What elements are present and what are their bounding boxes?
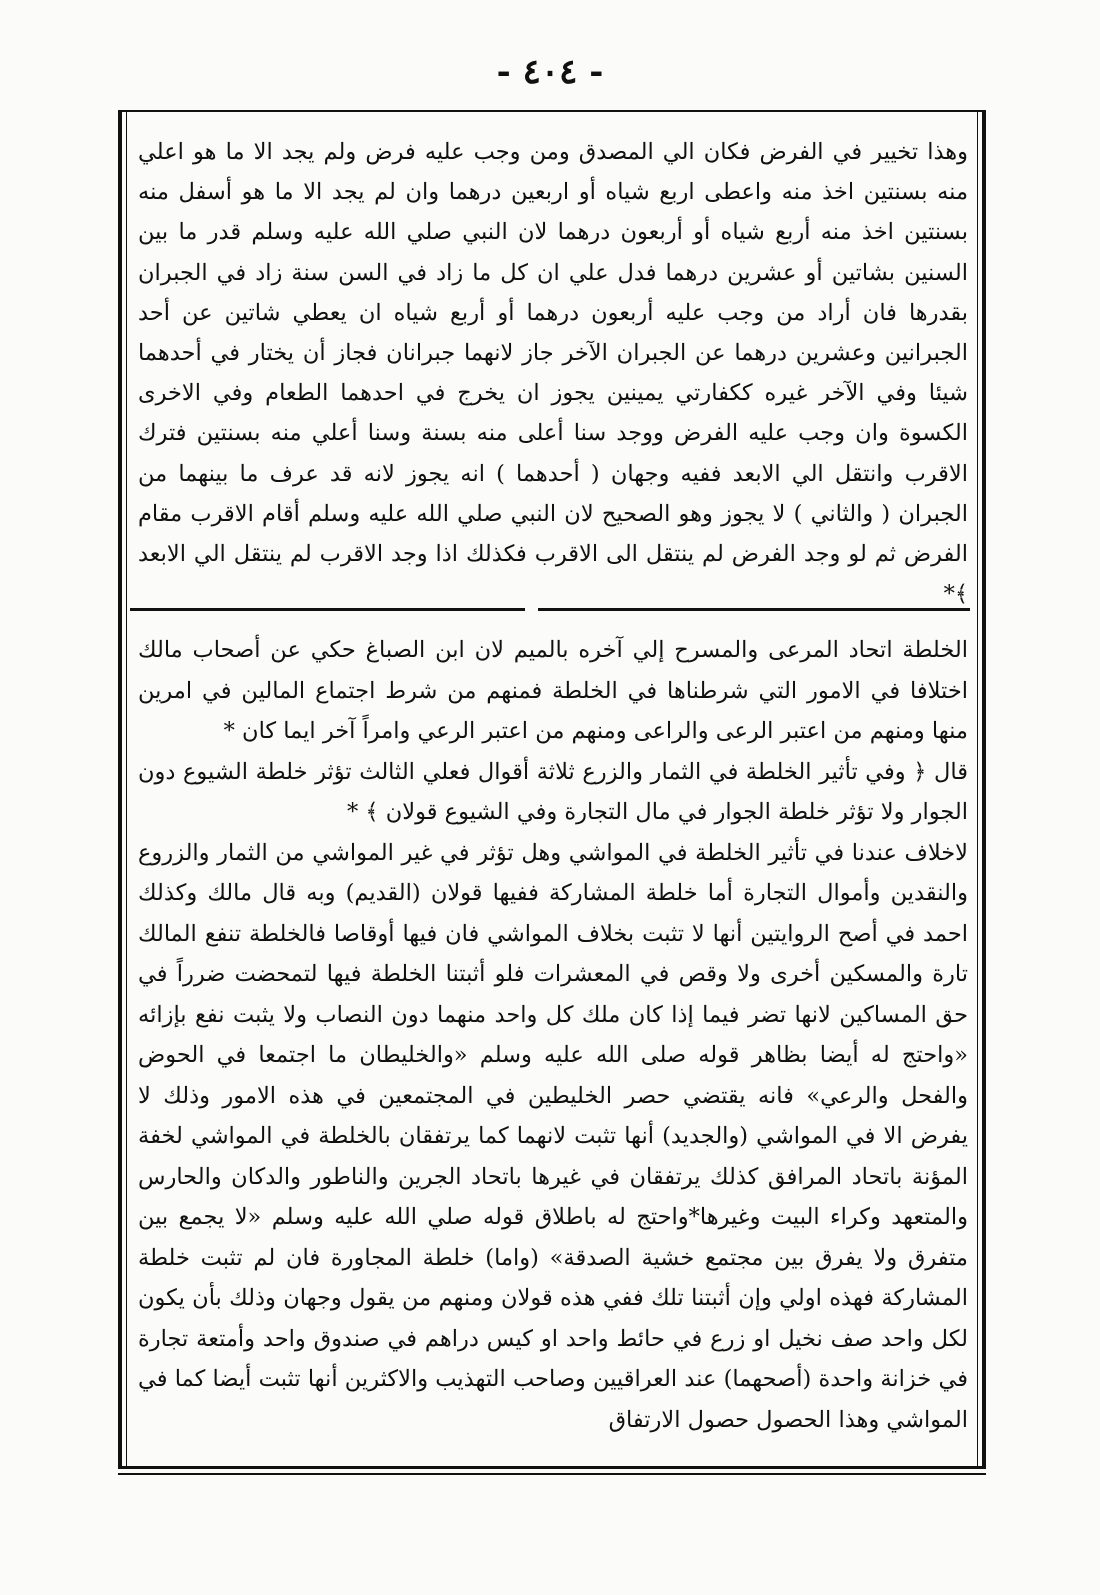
- bottom-rule: [118, 1466, 986, 1469]
- upper-paragraph: وهذا تخيير في الفرض فكان الي المصدق ومن وجب عليه فرض ولم يجد الا ما هو اعلي منه بسنتين اخذ منه واعطى اربع شياه أو اربعين درهما وان لم يجد الا ما هو أسفل منه بسنتين اخذ منه أربع شياه أو أربعون درهما لان النبي صلي الله عليه وسلم قدر ما بين السنين بشاتين أو عشرين درهما فدل علي ان كل ما زاد في السن سنة زاد في الجبران بقدرها فان أراد من وجب عليه أربعون درهما أو أربع شياه ان يعطي شاتين عن أحد الجبرانين وعشرين درهما عن الجبران الآخر جاز لانهما جبرانان فجاز أن يختار في أحدهما شيئا وفي الآخر غيره ككفارتي يمينين يجوز ان يخرج في احدهما الطعام وفي الاخرى الكسوة وان وجب عليه الفرض ووجد سنا أعلى منه بسنة وسنا أعلي منه بسنتين فترك الاقرب وانتقل الي الابعد ففيه وجهان ( أحدهما ) انه يجوز لانه قد عرف ما بينهما من الجبران ( والثاني ) لا يجوز وهو الصحيح لان النبي صلي الله عليه وسلم أقام الاقرب مقام الفرض ثم لو وجد الفرض لم ينتقل الى الاقرب فكذلك اذا وجد الاقرب لم ينتقل الي الابعد ﴾*: [138, 139, 968, 608]
- lower-text-section: [138, 630, 968, 1440]
- bottom-rule-thin: [118, 1473, 986, 1475]
- upper-text-section: [138, 132, 968, 614]
- section-divider-right: [538, 608, 970, 611]
- section-divider-left: [130, 608, 525, 611]
- lower-paragraph-1: الخلطة اتحاد المرعى والمسرح إلي آخره بالميم لان ابن الصباغ حكي عن أصحاب مالك اختلافا في الامور التي شرطناها في الخلطة فمنهم من شرط اجتماع المالين في امرين منها ومنهم من اعتبر الرعى والراعى ومنهم من اعتبر الرعي وامراً آخر ايما كان *: [138, 637, 968, 744]
- lower-paragraph-3: لاخلاف عندنا في تأثير الخلطة في المواشي وهل تؤثر في غير المواشي من الثمار والزروع والنقدين وأموال التجارة أما خلطة المشاركة ففيها قولان (القديم) وبه قال مالك وكذلك احمد في أصح الروايتين أنها لا تثبت بخلاف المواشي فان فيها أوقاصا فالخلطة تنفع المالك تارة والمسكين أخرى ولا وقص في المعشرات فلو أثبتنا الخلطة فيها لتمحضت ضرراً في حق المساكين لانها تضر فيما إذا كان ملك كل واحد منهما دون النصاب ولا يثبت نفع بإزائه «واحتج له أيضا بظاهر قوله صلى الله عليه وسلم «والخليطان ما اجتمعا في الحوض والفحل والرعي» فانه يقتضي حصر الخليطين في المجتمعين في هذه الامور وذلك لا يفرض الا في المواشي (والجديد) أنها تثبت لانهما كما يرتفقان بالخلطة في المواشي لخفة المؤنة باتحاد المرافق كذلك يرتفقان في غيرها باتحاد الجرين والناطور والدكان والحارس والمتعهد وكراء البيت وغيرها*واحتج له باطلاق قوله صلي الله عليه وسلم «لا يجمع بين متفرق ولا يفرق بين مجتمع خشية الصدقة» (واما) خلطة المجاورة فان لم تثبت خلطة المشاركة فهذه اولي وإن أثبتنا تلك ففي هذه قولان ومنهم من يقول وجهان وذلك بأن يكون لكل واحد صف نخيل او زرع في حائط واحد او كيس دراهم في صندوق واحد وأمتعة تجارة في خزانة واحدة (أصحهما) عند العراقيين وصاحب التهذيب والاكثرين أنها تثبت أيضا كما في المواشي وهذا الحصول حصول الارتفاق: [138, 839, 968, 1433]
- page-number: - ٤٠٤ -: [496, 52, 604, 92]
- lower-paragraph-2: قال ﴿ وفي تأثير الخلطة في الثمار والزرع ثلاثة أقوال فعلي الثالث تؤثر خلطة الشيوع دون الجوار ولا تؤثر خلطة الجوار في مال التجارة وفي الشيوع قولان ﴾ *: [138, 758, 968, 825]
